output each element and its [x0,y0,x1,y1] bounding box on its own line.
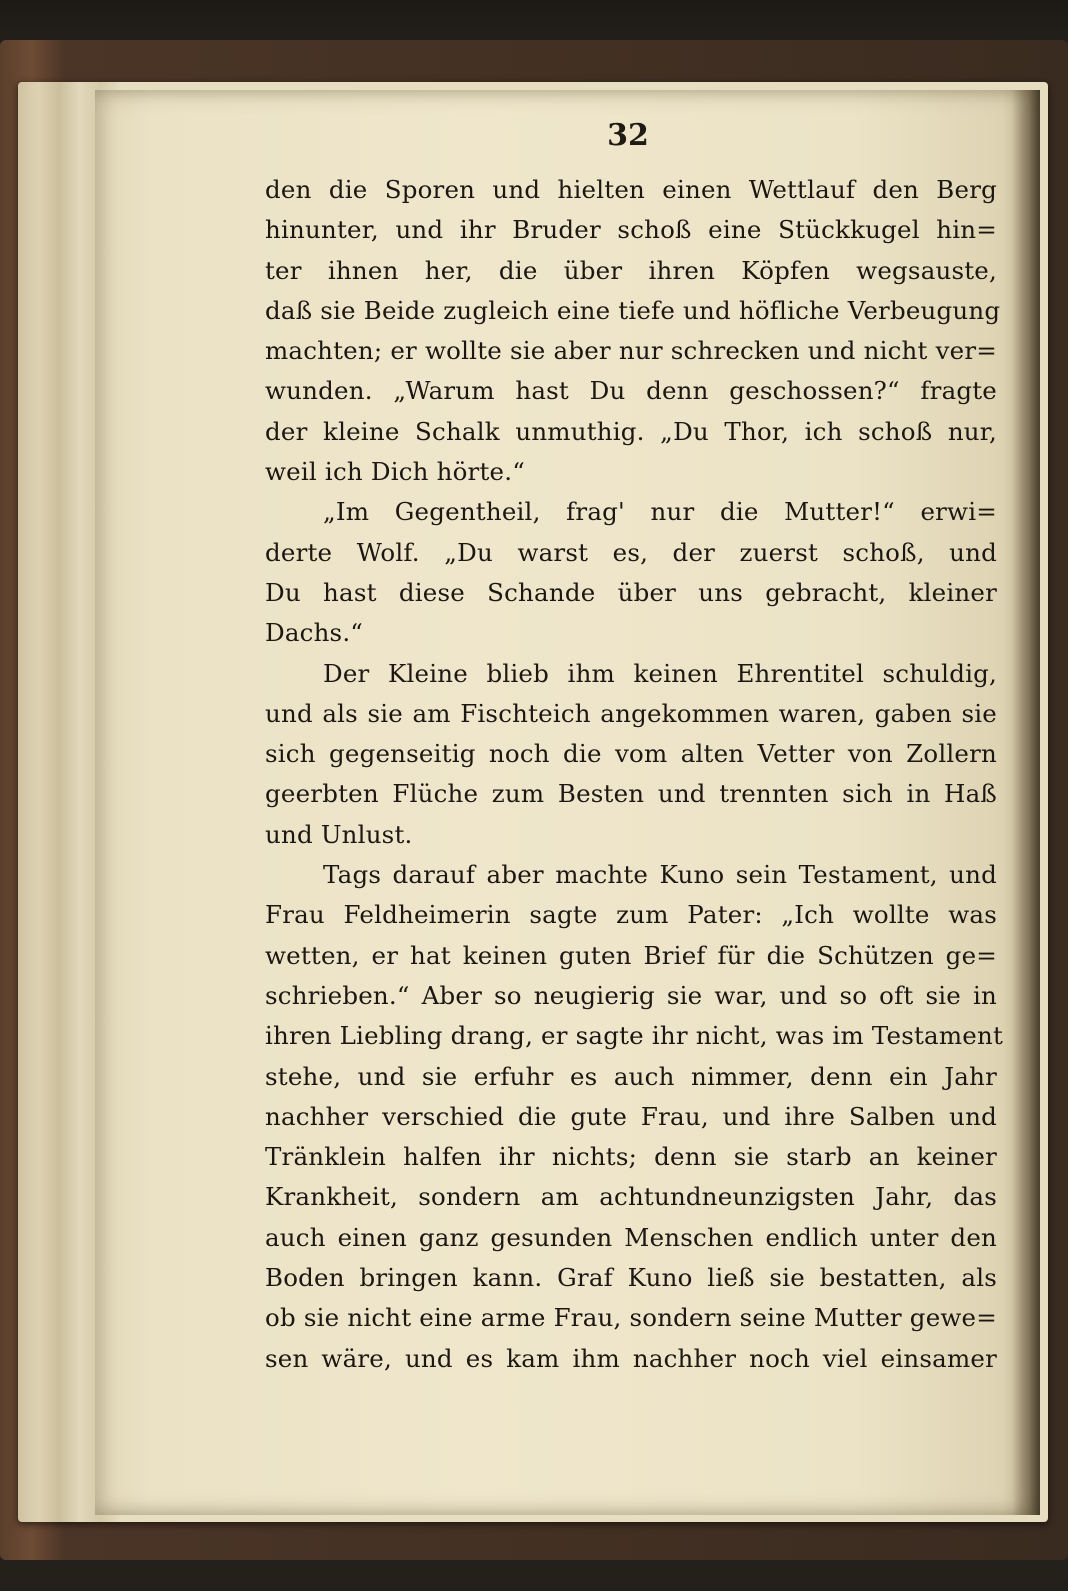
text-line: Krankheit, sondern am achtundneunzigsten Jahr, das [265,1182,997,1212]
text-line: ter ihnen her, die über ihren Köpfen wegsauste, [265,255,997,285]
text-line: Boden bringen kann. Graf Kuno ließ sie bestatten, als [265,1263,997,1293]
text-line: „Im Gegentheil, frag' nur die Mutter!“ erwi= [323,497,997,527]
text-line: Dachs.“ [265,618,364,648]
body-text [265,170,1003,1379]
text-line: nachher verschied die gute Frau, und ihre Salben und [265,1101,997,1131]
text-line: der kleine Schalk unmuthig. „Du Thor, ich schoß nur, [265,416,997,446]
text-line: schrieben.“ Aber so neugierig sie war, und so oft sie in [265,980,997,1010]
text-line: wunden. „Warum hast Du denn geschossen?“ fragte [265,376,997,406]
text-line: ob sie nicht eine arme Frau, sondern seine Mutter gewe= [265,1303,997,1333]
text-line: sich gegenseitig noch die vom alten Vetter von Zollern [265,739,997,769]
spine-shadow [1012,90,1040,1515]
text-line: Du hast diese Schande über uns gebracht, kleiner [265,577,997,607]
text-line: und Unlust. [265,819,413,849]
text-line: wetten, er hat keinen guten Brief für die Schützen ge= [265,940,997,970]
text-line: auch einen ganz gesunden Menschen endlich unter den [265,1222,997,1252]
text-line: Der Kleine blieb ihm keinen Ehrentitel schuldig, [323,658,997,688]
page-number: 32 [607,118,649,153]
text-line: weil ich Dich hörte.“ [265,457,525,487]
text-line: sen wäre, und es kam ihm nachher noch viel einsamer [265,1343,997,1373]
text-line: Tags darauf aber machte Kuno sein Testament, und [323,860,997,890]
text-line: derte Wolf. „Du warst es, der zuerst schoß, und [265,537,997,567]
text-line: hinunter, und ihr Bruder schoß eine Stückkugel hin= [265,215,997,245]
text-line: Tränklein halfen ihr nichts; denn sie starb an keiner [265,1142,997,1172]
text-line: geerbten Flüche zum Besten und trennten sich in Haß [265,779,997,809]
text-line: machten; er wollte sie aber nur schrecken und nicht ver= [265,336,997,366]
text-line: daß sie Beide zugleich eine tiefe und höfliche Verbeugung [265,295,1001,325]
text-line: Frau Feldheimerin sagte zum Pater: „Ich wollte was [265,900,997,930]
text-line: und als sie am Fischteich angekommen waren, gaben sie [265,698,997,728]
text-line: den die Sporen und hielten einen Wettlauf den Berg [265,175,997,204]
text-line: ihren Liebling drang, er sagte ihr nicht, was im Testament [265,1021,1003,1051]
text-line: stehe, und sie erfuhr es auch nimmer, denn ein Jahr [265,1061,997,1091]
